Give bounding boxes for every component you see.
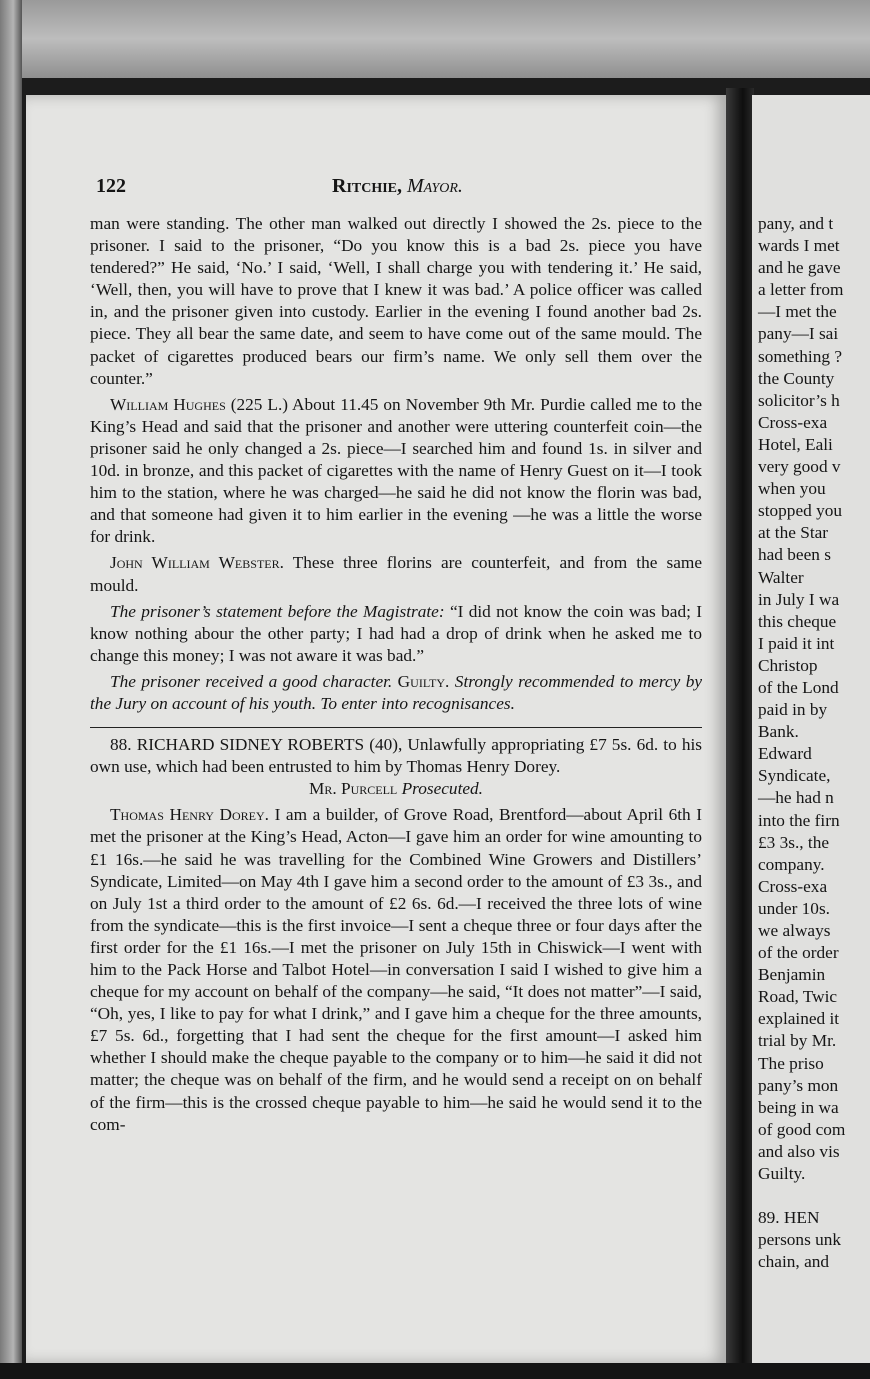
- right-page-line: in July I wa: [758, 589, 840, 609]
- right-page-line: chain, and: [758, 1252, 830, 1272]
- counsel-name: Mr. Purcell: [308, 779, 398, 799]
- right-page-column: [758, 213, 870, 1274]
- case-heading: 88. RICHARD SIDNEY ROBERTS (40), Unlawfully appropriating £7 5s. 6d. to his own use, which had been entrusted to him by Thomas Henry Dorey.: [90, 735, 702, 777]
- right-page-line: stopped you: [758, 501, 843, 521]
- witness-name: John William Webster.: [110, 553, 284, 573]
- right-page-line: and also vis: [758, 1141, 840, 1161]
- witness-testimony: I am a builder, of Grove Road, Brentford—about April 6th I met the prisoner at the King’s Head, Acton—I gave him an order for wine amounting to £1 16s.—he said he was travelling for the Combined Wine Growers and Distillers’ Syndicate, Limited—on May 4th I gave him a second order to the amount of £3 3s., and on July 1st a third order to the amount of £2 6s. 6d.—I received the three lots of wine from the syndicate—this is the first invoice—I sent a cheque three or four days after the first order for the £1 16s.—I met the prisoner on July 15th in Chiswick—I went with him to the Pack Horse and Talbot Hotel—in conversation I said I wished to give him a cheque for my account on behalf of the company—he said, “It does not matter”—I said, “Oh, yes, I like to pay for what I drink,” and I gave him a cheque for the three amounts, £7 5s. 6d., forgetting that I had sent the cheque for the first amount—I asked him whether I should make the cheque payable to the company or to him—he said it did not matter; the cheque was on behalf of the firm, and he would send a receipt on on behalf of the firm—this is the crossed cheque payable to him—he said he would send it to the com-: [90, 805, 702, 1134]
- right-page-line: 89. HEN: [758, 1208, 820, 1228]
- verdict-recommendation: Strongly recommended to mercy by the Jury on account of his youth. To enter into recognisances.: [90, 671, 703, 713]
- paragraph: [90, 552, 702, 596]
- right-page-line: explained it: [758, 1009, 840, 1029]
- right-page-line: under 10s.: [758, 898, 830, 918]
- right-page-line: the County: [758, 368, 835, 388]
- right-page-line: Benjamin: [758, 965, 826, 985]
- right-page-line: [758, 1185, 870, 1207]
- verdict: [90, 671, 702, 715]
- right-page-line: solicitor’s h: [758, 390, 840, 410]
- right-page-line: we always: [758, 921, 831, 940]
- paragraph: [90, 804, 702, 1135]
- right-page-line: very good v: [758, 457, 841, 477]
- right-page-line: into the firn: [758, 810, 840, 830]
- right-page-line: Syndicate,: [758, 766, 831, 786]
- right-page-line: Guilty.: [758, 1164, 806, 1184]
- right-page-line: Christop: [758, 655, 818, 675]
- right-page-line: trial by Mr.: [758, 1031, 837, 1051]
- right-page-line: Road, Twic: [758, 987, 838, 1007]
- book-left-edge: [0, 0, 22, 1379]
- paragraph: [90, 601, 702, 667]
- right-page-line: £3 3s., the: [758, 832, 830, 852]
- running-head-name: Ritchie,: [332, 175, 403, 197]
- right-page-line: Edward: [758, 744, 812, 764]
- book-bottom-edge: [0, 1363, 870, 1379]
- right-page-line: pany, and t: [758, 214, 834, 233]
- right-page-line: and he gave: [758, 258, 841, 278]
- right-page-line: The priso: [758, 1053, 824, 1073]
- right-page-line: company.: [758, 854, 825, 874]
- right-page-line: of the order: [758, 943, 839, 963]
- right-page-line: Walter: [758, 567, 804, 587]
- right-page-line: wards I met: [758, 236, 840, 256]
- right-page-line: Cross-exa: [758, 876, 828, 896]
- witness-testimony: (225 L.) About 11.45 on November 9th Mr. Purdie called me to the King’s Head and said that the prisoner and another were uttering counterfeit coin—the prisoner said he only changed a 2s. piece—I searched him and found 1s. in silver and 10d. in bronze, and this packet of cigarettes with the name of Henry Guest on it—I took him to the station, where he was charged—he said he did not know the florin was bad, and that someone had given it to him earlier in the evening —he was a little the worse for drink.: [90, 394, 703, 547]
- left-page: [26, 95, 726, 1363]
- section-divider: [90, 727, 702, 728]
- right-page-line: had been s: [758, 545, 831, 565]
- book-gutter: [726, 88, 754, 1379]
- right-page-line: persons unk: [758, 1230, 842, 1250]
- book-top-edge: [0, 0, 870, 78]
- witness-testimony: These three florins are counterfeit, and from the same mould.: [90, 553, 702, 595]
- running-head: [332, 175, 463, 198]
- right-page-line: Cross-exa: [758, 412, 828, 432]
- right-page-line: I paid it int: [758, 633, 835, 653]
- statement-text: “I did not know the coin was bad; I know nothing abour the other party; I had had a drop of drink when he asked me to change this money; I was not aware it was bad.”: [90, 601, 702, 665]
- paragraph: [90, 394, 702, 549]
- verdict-guilty: Guilty.: [392, 671, 455, 691]
- right-page: [752, 95, 870, 1363]
- witness-name: William Hughes: [110, 394, 226, 414]
- right-page-line: at the Star: [758, 523, 829, 543]
- right-page-line: when you: [758, 479, 826, 499]
- right-page-line: Hotel, Eali: [758, 434, 833, 454]
- right-page-line: being in wa: [758, 1097, 839, 1117]
- right-page-line: this cheque: [758, 611, 837, 631]
- paragraph: man were standing. The other man walked out directly I showed the 2s. piece to the prisoner. I said to the prisoner, “Do you know this is a bad 2s. piece you have tendered?” He said, ‘No.’ I said, ‘Well, I shall charge you with tendering it.’ He said, ‘Well, then, you will have to prove that I knew it was bad.’ A police officer was called in, and the prisoner given into custody. Earlier in the evening I found another bad 2s. piece. They all bear the same date, and seem to have come out of the same mould. The packet of cigarettes produced bears our firm’s name. We only sell them over the counter.”: [90, 214, 702, 388]
- right-page-line: of the Lond: [758, 677, 839, 697]
- right-page-line: of good com: [758, 1119, 846, 1139]
- running-head-title: Mayor.: [407, 175, 463, 197]
- verdict-character: The prisoner received a good character.: [110, 671, 393, 691]
- right-page-line: a letter from: [758, 280, 844, 300]
- page-header: [96, 175, 716, 205]
- right-page-line: Bank.: [758, 722, 799, 742]
- right-page-line: —he had n: [758, 788, 834, 808]
- counsel-role: Prosecuted.: [397, 779, 484, 799]
- page-body: [90, 213, 702, 1136]
- counsel-line: [90, 778, 702, 800]
- witness-name: Thomas Henry Dorey.: [110, 805, 269, 825]
- right-page-line: —I met the: [758, 302, 837, 322]
- right-page-line: something ?: [758, 346, 842, 366]
- page-number: 122: [96, 175, 126, 197]
- right-page-line: pany—I sai: [758, 324, 839, 344]
- right-page-line: pany’s mon: [758, 1075, 839, 1095]
- right-page-line: paid in by: [758, 700, 828, 720]
- statement-label: The prisoner’s statement before the Magistrate:: [110, 601, 445, 621]
